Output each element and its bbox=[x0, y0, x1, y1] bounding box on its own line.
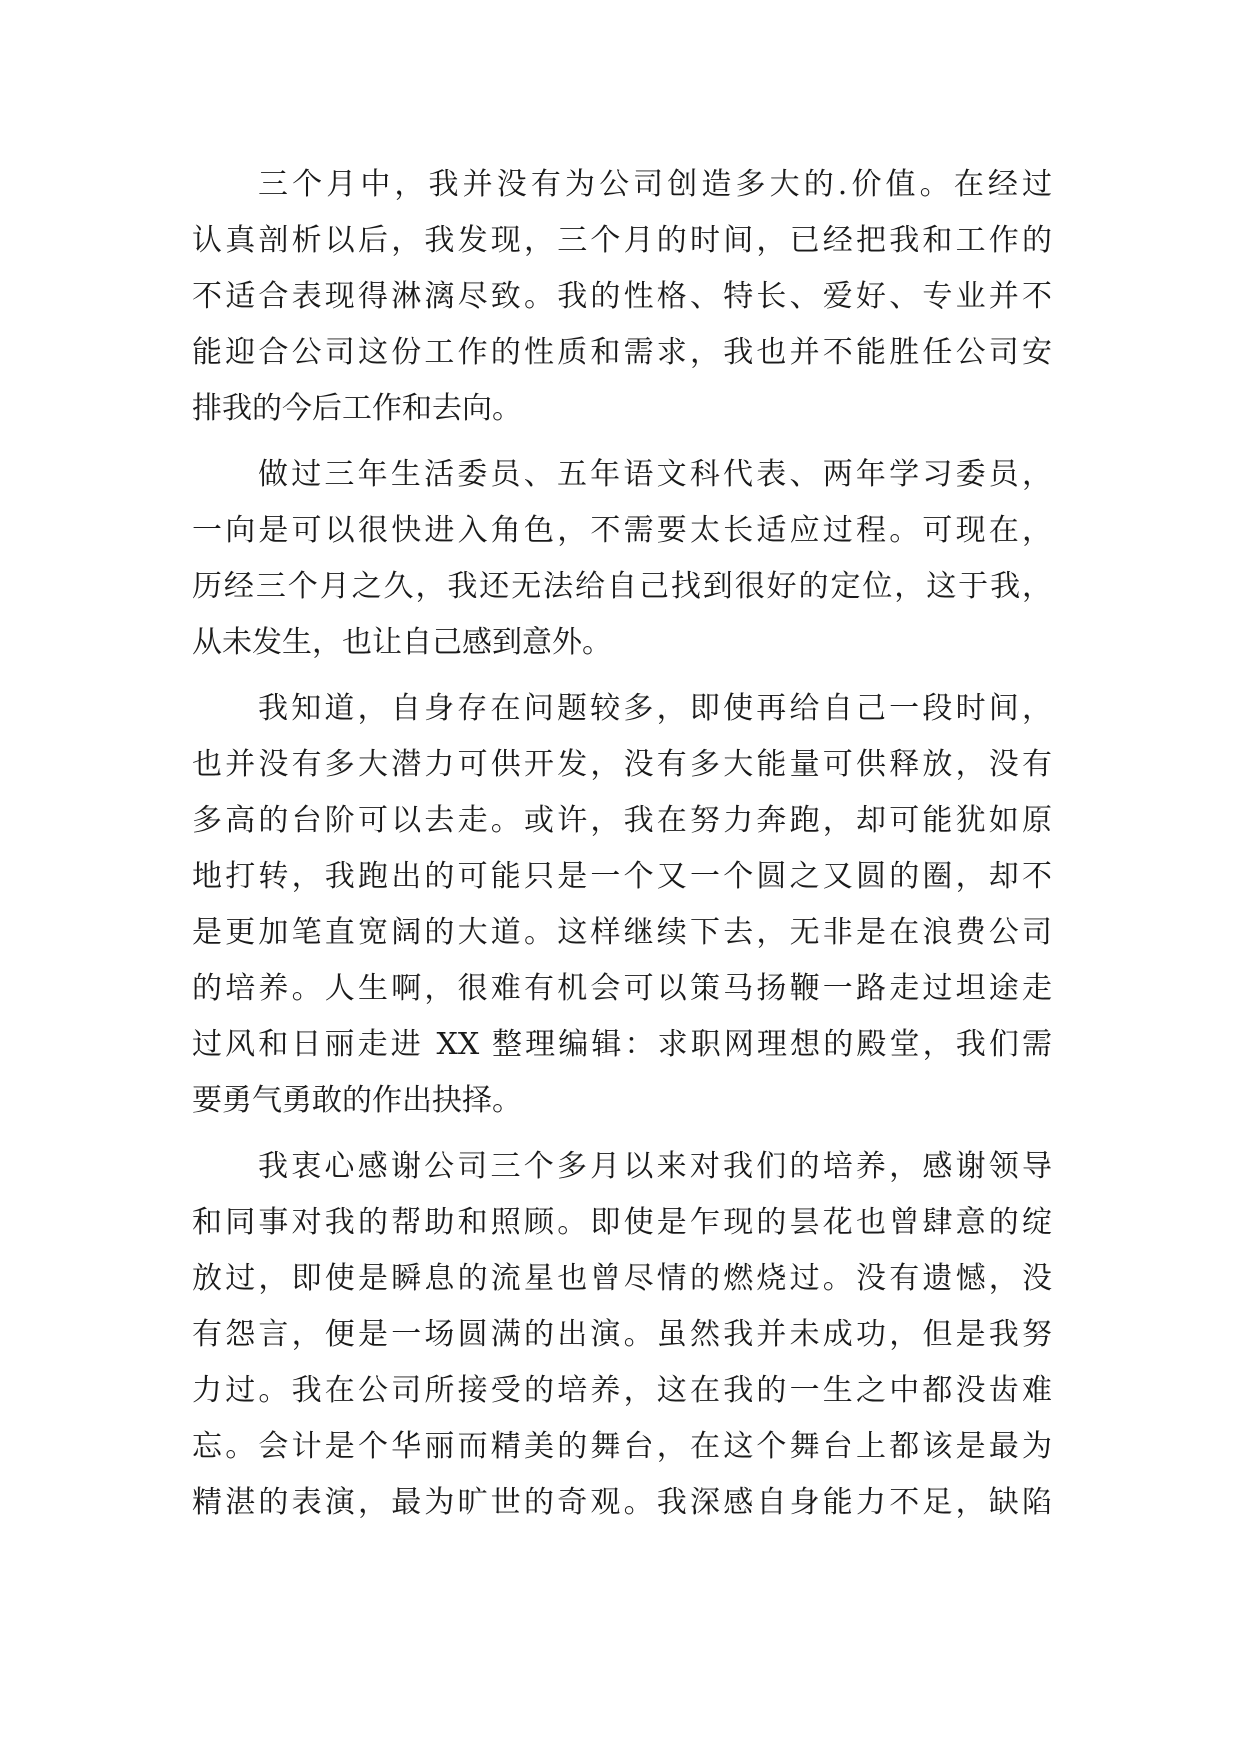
text-line: 认真剖析以后，我发现，三个月的时间，已经把我和工作的 bbox=[192, 223, 1052, 258]
text-line: 多高的台阶可以去走。或许，我在努力奔跑，却可能犹如原 bbox=[192, 803, 1052, 838]
text-line: 力过。我在公司所接受的培养，这在我的一生之中都没齿难 bbox=[192, 1373, 1052, 1408]
text-line: 过风和日丽走进 XX 整理编辑：求职网理想的殿堂，我们需 bbox=[192, 1027, 1052, 1062]
text-line: 要勇气勇敢的作出抉择。 bbox=[192, 1083, 522, 1118]
text-line: 放过，即使是瞬息的流星也曾尽情的燃烧过。没有遗憾，没 bbox=[192, 1261, 1052, 1296]
text-line: 有怨言，便是一场圆满的出演。虽然我并未成功，但是我努 bbox=[192, 1317, 1052, 1352]
text-line: 做过三年生活委员、五年语文科代表、两年学习委员， bbox=[258, 457, 1052, 492]
text-line: 历经三个月之久，我还无法给自己找到很好的定位，这于我， bbox=[192, 569, 1052, 604]
text-line: 地打转，我跑出的可能只是一个又一个圆之又圆的圈，却不 bbox=[192, 859, 1052, 894]
text-line: 精湛的表演，最为旷世的奇观。我深感自身能力不足，缺陷 bbox=[192, 1485, 1052, 1520]
text-line: 我衷心感谢公司三个多月以来对我们的培养，感谢领导 bbox=[258, 1149, 1052, 1184]
text-line: 三个月中，我并没有为公司创造多大的.价值。在经过 bbox=[258, 167, 1052, 202]
text-line: 能迎合公司这份工作的性质和需求，我也并不能胜任公司安 bbox=[192, 335, 1052, 370]
text-line: 排我的今后工作和去向。 bbox=[192, 391, 522, 426]
text-line: 从未发生，也让自己感到意外。 bbox=[192, 625, 612, 660]
document-body bbox=[192, 157, 1052, 1531]
text-line: 不适合表现得淋漓尽致。我的性格、特长、爱好、专业并不 bbox=[192, 279, 1052, 314]
text-line: 和同事对我的帮助和照顾。即使是乍现的昙花也曾肆意的绽 bbox=[192, 1205, 1052, 1240]
paragraph-3 bbox=[192, 681, 1052, 1129]
text-line: 的培养。人生啊，很难有机会可以策马扬鞭一路走过坦途走 bbox=[192, 971, 1052, 1006]
text-line: 我知道，自身存在问题较多，即使再给自己一段时间， bbox=[258, 691, 1052, 726]
text-line: 也并没有多大潜力可供开发，没有多大能量可供释放，没有 bbox=[192, 747, 1052, 782]
paragraph-1 bbox=[192, 157, 1052, 437]
paragraph-2 bbox=[192, 447, 1052, 671]
text-line: 忘。会计是个华丽而精美的舞台，在这个舞台上都该是最为 bbox=[192, 1429, 1052, 1464]
paragraph-4 bbox=[192, 1139, 1052, 1531]
text-line: 是更加笔直宽阔的大道。这样继续下去，无非是在浪费公司 bbox=[192, 915, 1052, 950]
text-line: 一向是可以很快进入角色，不需要太长适应过程。可现在， bbox=[192, 513, 1052, 548]
